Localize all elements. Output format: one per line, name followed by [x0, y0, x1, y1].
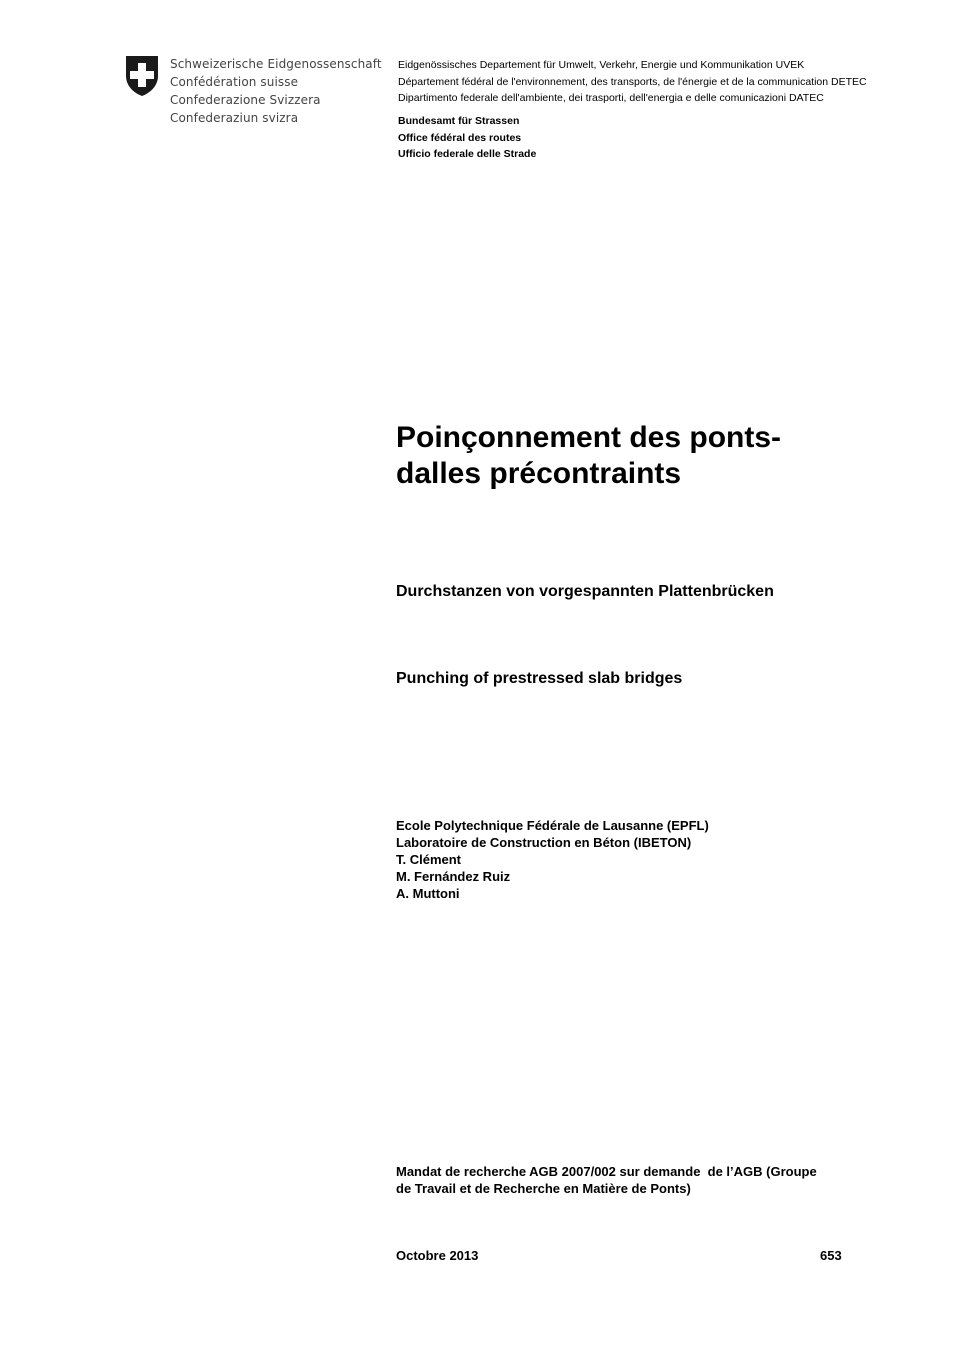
confederation-name-fr: Confédération suisse	[170, 75, 299, 89]
confederation-name-de: Schweizerische Eidgenossenschaft	[170, 57, 382, 71]
department-line-it: Dipartimento federale dell'ambiente, dei trasporti, dell'energia e delle comunicazioni DATEC	[398, 92, 824, 104]
report-number: 653	[820, 1248, 842, 1263]
subtitle-german: Durchstanzen von vorgespannten Plattenbrücken	[396, 583, 774, 600]
office-line-it: Ufficio federale delle Strade	[398, 148, 537, 160]
subtitle-english: Punching of prestressed slab bridges	[396, 670, 683, 687]
department-line-de: Eidgenössisches Departement für Umwelt, Verkehr, Energie und Kommunikation UVEK	[398, 59, 805, 71]
confederation-name-it: Confederazione Svizzera	[170, 93, 321, 107]
document-title-line1: Poinçonnement des ponts-	[396, 421, 782, 454]
department-line-fr: Département fédéral de l'environnement, des transports, de l'énergie et de la communication DETEC	[398, 75, 867, 88]
authors-block	[396, 817, 709, 902]
document-title-line2: dalles précontraints	[396, 457, 682, 490]
author-name: T. Clément	[396, 852, 462, 867]
author-name: M. Fernández Ruiz	[396, 869, 511, 884]
office-line-de: Bundesamt für Strassen	[398, 115, 520, 127]
research-mandate-line2: de Travail et de Recherche en Matière de Ponts)	[396, 1181, 691, 1196]
confederation-name-rm: Confederaziun svizra	[170, 111, 299, 125]
office-block	[398, 113, 536, 163]
author-institution: Ecole Polytechnique Fédérale de Lausanne (EPFL)	[396, 818, 709, 833]
research-mandate-line1: Mandat de recherche AGB 2007/002 sur demande de l’AGB (Groupe	[396, 1164, 817, 1179]
confederation-names	[170, 55, 382, 127]
office-line-fr: Office fédéral des routes	[398, 131, 522, 144]
author-name: A. Muttoni	[396, 886, 460, 901]
document-title	[396, 420, 866, 492]
swiss-coat-of-arms-icon	[124, 54, 160, 98]
author-laboratory: Laboratoire de Construction en Béton (IBETON)	[396, 835, 692, 850]
department-block	[398, 57, 867, 107]
publication-date: Octobre 2013	[396, 1248, 479, 1263]
research-mandate	[396, 1163, 846, 1197]
